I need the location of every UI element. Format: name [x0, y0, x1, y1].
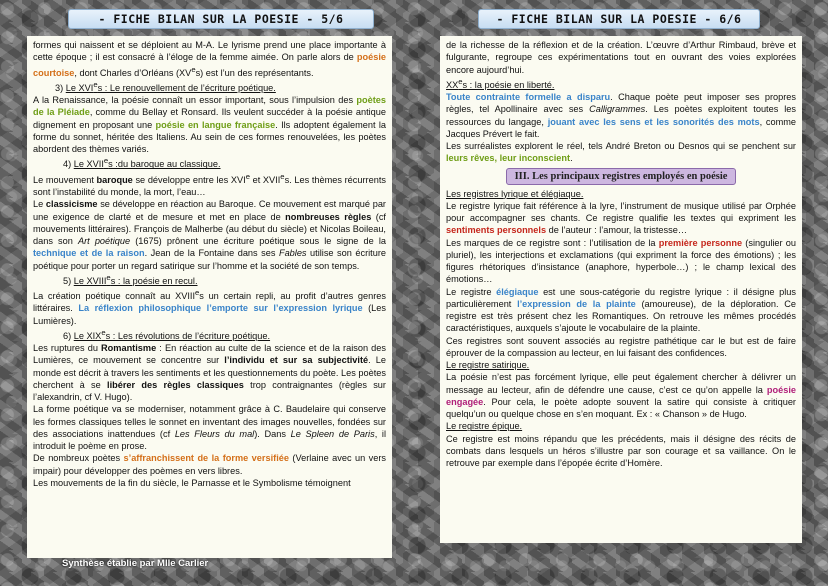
text: La création poétique connaît au XVIII: [33, 291, 195, 302]
paragraph-courtly-poetry: [33, 39, 386, 79]
heading-lyrique-elegiaque: Les registres lyrique et élégiaque.: [446, 188, 584, 199]
text: , comme Jacques Prévert le fait.: [446, 116, 796, 139]
bold-liberer-regles: libérer des règles classiques: [107, 379, 244, 390]
italic-spleen-de-paris: Le Spleen de Paris: [290, 428, 375, 439]
text: . Jean de la Fontaine dans ses: [144, 248, 279, 259]
text: se développe en réaction au Baroque. Ce mouvement est marqué par une exigence de clarté et de mesure et met en place de: [33, 199, 386, 222]
paragraph-marques-registre: [446, 237, 796, 286]
text: Le registre lyrique fait référence à la lyre, l’instrument de musique utilisé par Orphée pour accompagner ses chants. Ce registre qualifie les textes qui expriment les: [446, 200, 796, 224]
paragraph-lumieres: [33, 287, 386, 327]
paragraph-baudelaire: [33, 403, 386, 452]
superscript: e: [195, 288, 200, 298]
text: , comme du Bellay et Ronsard. Ils veulent succéder à la poésie antique dignement en proposant une: [33, 107, 387, 130]
heading-text: [73, 156, 221, 170]
heading-17th-century: [33, 155, 386, 170]
superscript: e: [103, 156, 109, 166]
superscript: e: [106, 272, 111, 282]
paragraph-liberte: [446, 91, 796, 140]
superscript: e: [101, 327, 106, 337]
heading-text: [73, 272, 198, 286]
paragraph-baroque: [33, 171, 386, 199]
paragraph-renaissance: [33, 94, 386, 155]
paragraph-romantisme: [33, 342, 386, 403]
heading-16th-century: [33, 79, 386, 94]
bold-baroque: baroque: [96, 174, 133, 185]
text: Le XVII: [73, 159, 104, 170]
heading-number: 5): [63, 275, 72, 286]
text: utilise son écriture poétique pour porter un regard satirique sur l’homme et la société de son temps.: [33, 248, 386, 271]
text: (cf mouvements littéraires). François de Malherbe (au début du siècle) et Nicolas Boileau, dans son: [33, 211, 386, 246]
text: s :du baroque au classique.: [108, 159, 221, 170]
highlight-sentiments-personnels: sentiments personnels: [446, 225, 547, 236]
text: Les surréalistes explorent le réel, tels André Breton ou Desnos qui se penchent sur: [446, 141, 796, 152]
text: formes qui naissent et se déploient au M-A. Le lyrisme prend une place importante à cette époque ; il est consacré à l’éloge de la femme aimée. On parle alors de: [33, 40, 386, 63]
text: trop contraignantes (règles sur l’alexandrin, cf V. Hugo).: [33, 379, 386, 403]
text: s) est l’un des représentants.: [195, 67, 314, 78]
text: (Les Lumières).: [33, 303, 386, 326]
text: La poésie n’est pas forcément lyrique, elle peut également chercher à délivrer un message au lecteur, afin de défendre une cause, c’est ce qu’on appelle la: [446, 372, 796, 395]
footer-credit: Synthèse établie par Mlle Carlier: [62, 558, 209, 569]
highlight-elegiaque: élégiaque: [496, 286, 539, 297]
highlight-technique-raison: technique et de la raison: [33, 248, 145, 259]
heading-20th-century: [446, 76, 796, 91]
page-header-right: - FICHE BILAN SUR LA POESIE - 6/6: [478, 9, 760, 29]
bold-nombreuses-regles: nombreuses règles: [285, 211, 372, 222]
highlight-contrainte-disparu: Toute contrainte formelle a disparu: [446, 92, 611, 103]
heading-epique: Le registre épique.: [446, 421, 523, 432]
text: Le registre: [446, 286, 497, 297]
highlight-expression-plainte: l’expression de la plainte: [517, 298, 636, 309]
text: (amoureuse), de la déploration. Ce registre est très présent chez les Romantiques. On retrouve les mêmes procédés caractéristiques, auxquels s’ajoute le vocabulaire de la plainte.: [446, 298, 796, 334]
paragraph-registre-satirique: [446, 371, 796, 420]
heading-text: [65, 79, 276, 93]
text: (1675) prônent une écriture poétique sous le signe de la: [130, 236, 387, 246]
text: . Les poètes exploitent toutes les ressources du langage,: [446, 104, 796, 127]
text: .: [570, 153, 573, 164]
text: , il introduit le poème en prose.: [33, 428, 387, 452]
paragraph-registre-elegiaque: [446, 286, 796, 335]
text: . Ils adoptent également la forme du sonnet, héritée des Italiens. Au sein de ces formes renouvelées, les poètes abordent des thèmes variés.: [33, 119, 386, 155]
heading-number: 3): [55, 82, 64, 93]
heading-satirique: Le registre satirique.: [446, 360, 530, 371]
highlight-premiere-personne: première personne: [658, 237, 743, 248]
text: , dont Charles d’Orléans (XV: [74, 67, 192, 78]
italic-calligrammes: Calligrammes: [589, 104, 646, 115]
italic-fables: Fables: [278, 248, 307, 259]
text: La forme poétique va se moderniser, notamment grâce à C. Baudelaire qui conserve les formes classiques telles le sonnet en inventant des images nouvelles, fondées sur des associations inattendues (cf: [33, 404, 386, 439]
paragraph-registre-epique: Ce registre est moins répandu que les précédents, mais il désigne des récits de combats dans lesquels un héros s’illustre par son courage et sa vaillance. On le retrouve par exemple dans l’épopée écrite d’Homère.: [446, 433, 796, 469]
paragraph-fin-du-siecle: Les mouvements de la fin du siècle, le Parnasse et le Symbolisme témoignent: [33, 477, 351, 488]
text: (singulier ou pluriel), les interjections et exclamations (qui expriment la force des émotions) ; les figures rhétoriques d’insistance (anaphore, hyperbole…) ; le champ lexical des émotions…: [446, 237, 796, 285]
text: se développe entre les XVI: [132, 174, 246, 185]
bold-romantisme: Romantisme: [101, 343, 157, 354]
right-page-panel: [440, 36, 802, 543]
text: Le XIX: [73, 330, 102, 341]
superscript: e: [458, 76, 463, 86]
text: . Chaque poète peut imposer ses propres règles, tel Apollinaire avec ses: [446, 92, 796, 115]
highlight-poesie-engagee: poésie engagée: [446, 384, 796, 407]
text: s : Le renouvellement de l’écriture poétique.: [97, 82, 276, 93]
text: . Pour cela, le poète adopte souvent la satire qui consiste à critiquer quelqu’un ou quelque chose en s’en moquant. Ex : « Chanson » de Hugo.: [446, 396, 796, 420]
paragraph-registre-pathetique: Ces registres sont souvent associés au registre pathétique car le but est de faire éprouver de la compassion au lecteur, en lui faisant des confidences.: [446, 335, 796, 358]
text: s : la poésie en recul.: [110, 275, 198, 286]
text: Les ruptures du: [33, 343, 102, 354]
superscript: e: [93, 79, 98, 89]
paragraph-rimbaud: de la richesse de la réflexion et de la création. L’œuvre d’Arthur Rimbaud, brève et fulgurante, regroupe ces expérimentations tout en ouvrant des voies explorées encore aujourd’hui.: [446, 40, 796, 75]
superscript: e: [191, 64, 196, 74]
text: . Le monde est décrit à travers les sentiments et les questionnements du poète. Les poètes cherchent à se: [33, 355, 386, 390]
paragraph-surrealistes: [446, 140, 796, 165]
text: et XVII: [249, 174, 281, 185]
highlight-langue-francaise: poésie en langue française: [155, 119, 276, 130]
text: : En réaction au culte de la science et de la raison des Lumières, ce mouvement se concentre sur: [33, 343, 386, 366]
paragraph-classicisme: [33, 198, 386, 272]
text: (Verlaine avec un vers impair) pour développer des poèmes en vers libres.: [33, 453, 387, 476]
paragraph-registre-lyrique: [446, 200, 796, 237]
superscript: e: [280, 171, 285, 181]
italic-art-poetique: Art poétique: [77, 236, 131, 246]
highlight-affranchissent: s’affranchissent de la forme versifiée: [123, 453, 289, 464]
text: A la Renaissance, la poésie connaît un essor important, sous l’impulsion des: [33, 95, 357, 106]
heading-18th-century: [33, 272, 386, 287]
highlight-reves-inconscient: leurs rêves, leur inconscient: [446, 153, 571, 164]
page-header-left: - FICHE BILAN SUR LA POESIE - 5/6: [68, 9, 374, 29]
text: Le XVI: [65, 82, 94, 93]
text: Le XVIII: [73, 275, 107, 286]
superscript: e: [245, 171, 250, 181]
text: XX: [446, 79, 459, 90]
text: s : Les révolutions de l’écriture poétique.: [105, 330, 271, 341]
text: Le: [33, 199, 46, 210]
text: ). Dans: [254, 428, 291, 439]
text: de l’auteur : l’amour, la tristesse…: [546, 225, 688, 236]
bold-individu: l’individu et sur sa subjectivité: [224, 355, 369, 366]
text: s un certain repli, au profit d’autres genres littéraires.: [33, 291, 386, 314]
text: s. Les thèmes récurrents sont l’instabilité du monde, la mort, l’eau…: [33, 174, 386, 197]
highlight-sens-sonorites: jouant avec les sens et les sonorités des mots: [547, 116, 760, 127]
heading-number: 4): [63, 159, 72, 170]
highlight-pleiade: poètes de la Pléiade: [33, 95, 386, 118]
text: Le mouvement: [33, 174, 97, 185]
bold-classicisme: classicisme: [45, 199, 98, 210]
text: Les marques de ce registre sont : l’utilisation de la: [446, 237, 659, 248]
section-title-registres: III. Les principaux registres employés en poésie: [506, 168, 736, 185]
heading-text: [73, 327, 271, 341]
text: est une sous-catégorie du registre lyrique : il désigne plus particulièrement: [446, 286, 796, 309]
text: s : la poésie en liberté.: [462, 79, 555, 90]
highlight-reflexion-philosophique: La réflexion philosophique l’emporte sur l’expression lyrique: [78, 303, 363, 314]
italic-fleurs-du-mal: Les Fleurs du mal: [174, 428, 255, 439]
heading-19th-century: [33, 327, 386, 342]
text: De nombreux poètes: [33, 453, 124, 464]
highlight-poesie-courtoise: poésie courtoise: [33, 52, 386, 78]
left-page-panel: [27, 36, 392, 558]
paragraph-vers-libres: [33, 452, 386, 477]
heading-number: 6): [63, 330, 72, 341]
